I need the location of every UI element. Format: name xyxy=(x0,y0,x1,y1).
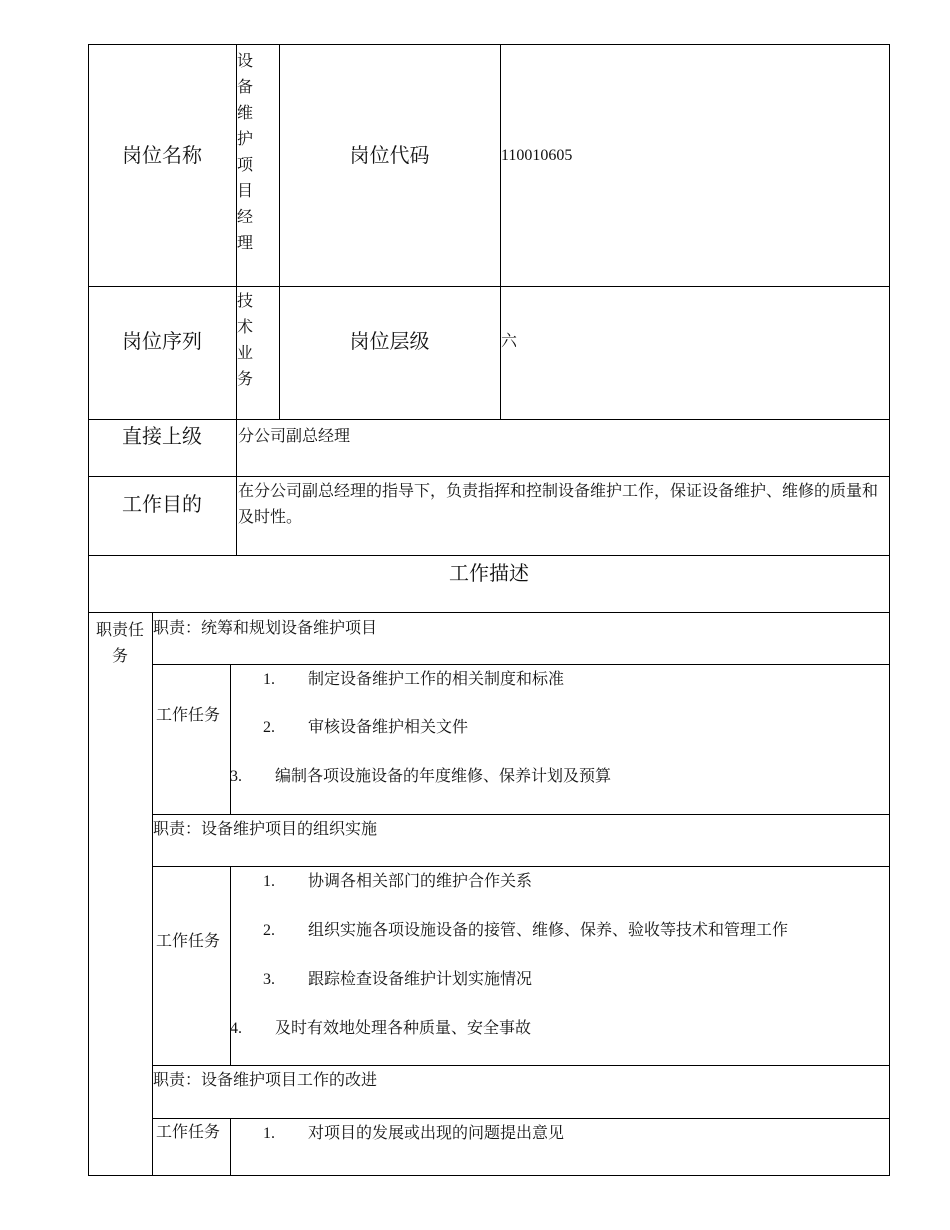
purpose-label: 工作目的 xyxy=(122,494,202,516)
list-item: 4. 及时有效地处理各种质量、安全事故 xyxy=(230,1020,532,1037)
post-code-value: 110010605 xyxy=(501,147,573,164)
duty-title: 职责：统筹和规划设备维护项目 xyxy=(153,620,378,637)
list-item: 1. 协调各相关部门的维护合作关系 xyxy=(263,873,533,890)
job-description-table xyxy=(88,44,890,1176)
list-item: 2. 组织实施各项设施设备的接管、维修、保养、验收等技术和管理工作 xyxy=(263,922,789,939)
section-title: 工作描述 xyxy=(449,563,529,585)
list-item: 3. 编制各项设施设备的年度维修、保养计划及预算 xyxy=(230,768,612,785)
duty-column-label: 职责任务 xyxy=(96,622,145,665)
list-item: 3. 跟踪检查设备维护计划实施情况 xyxy=(263,971,533,988)
list-item: 1. 制定设备维护工作的相关制度和标准 xyxy=(263,671,565,688)
purpose-value: 在分公司副总经理的指导下，负责指挥和控制设备维护工作，保证设备维护、维修的质量和及时性。 xyxy=(238,483,879,526)
list-item: 1. 对项目的发展或出现的问题提出意见 xyxy=(263,1125,565,1142)
post-code-label: 岗位代码 xyxy=(349,145,430,167)
post-series-value: 技术业务 xyxy=(237,293,254,388)
superior-label: 直接上级 xyxy=(122,426,202,448)
post-level-value: 六 xyxy=(501,333,518,350)
duty-title: 职责：设备维护项目的组织实施 xyxy=(153,821,378,838)
duty-title: 职责：设备维护项目工作的改进 xyxy=(153,1072,378,1089)
task-label: 工作任务 xyxy=(155,1124,220,1141)
post-name-label: 岗位名称 xyxy=(122,145,202,167)
list-item: 2. 审核设备维护相关文件 xyxy=(263,719,469,736)
task-label: 工作任务 xyxy=(155,933,220,950)
post-name-value: 设备维护项目经理 xyxy=(237,53,254,252)
superior-value: 分公司副总经理 xyxy=(238,428,351,445)
post-series-label: 岗位序列 xyxy=(122,331,202,353)
table-border xyxy=(88,44,890,1176)
task-label: 工作任务 xyxy=(155,707,220,724)
post-level-label: 岗位层级 xyxy=(349,331,430,353)
